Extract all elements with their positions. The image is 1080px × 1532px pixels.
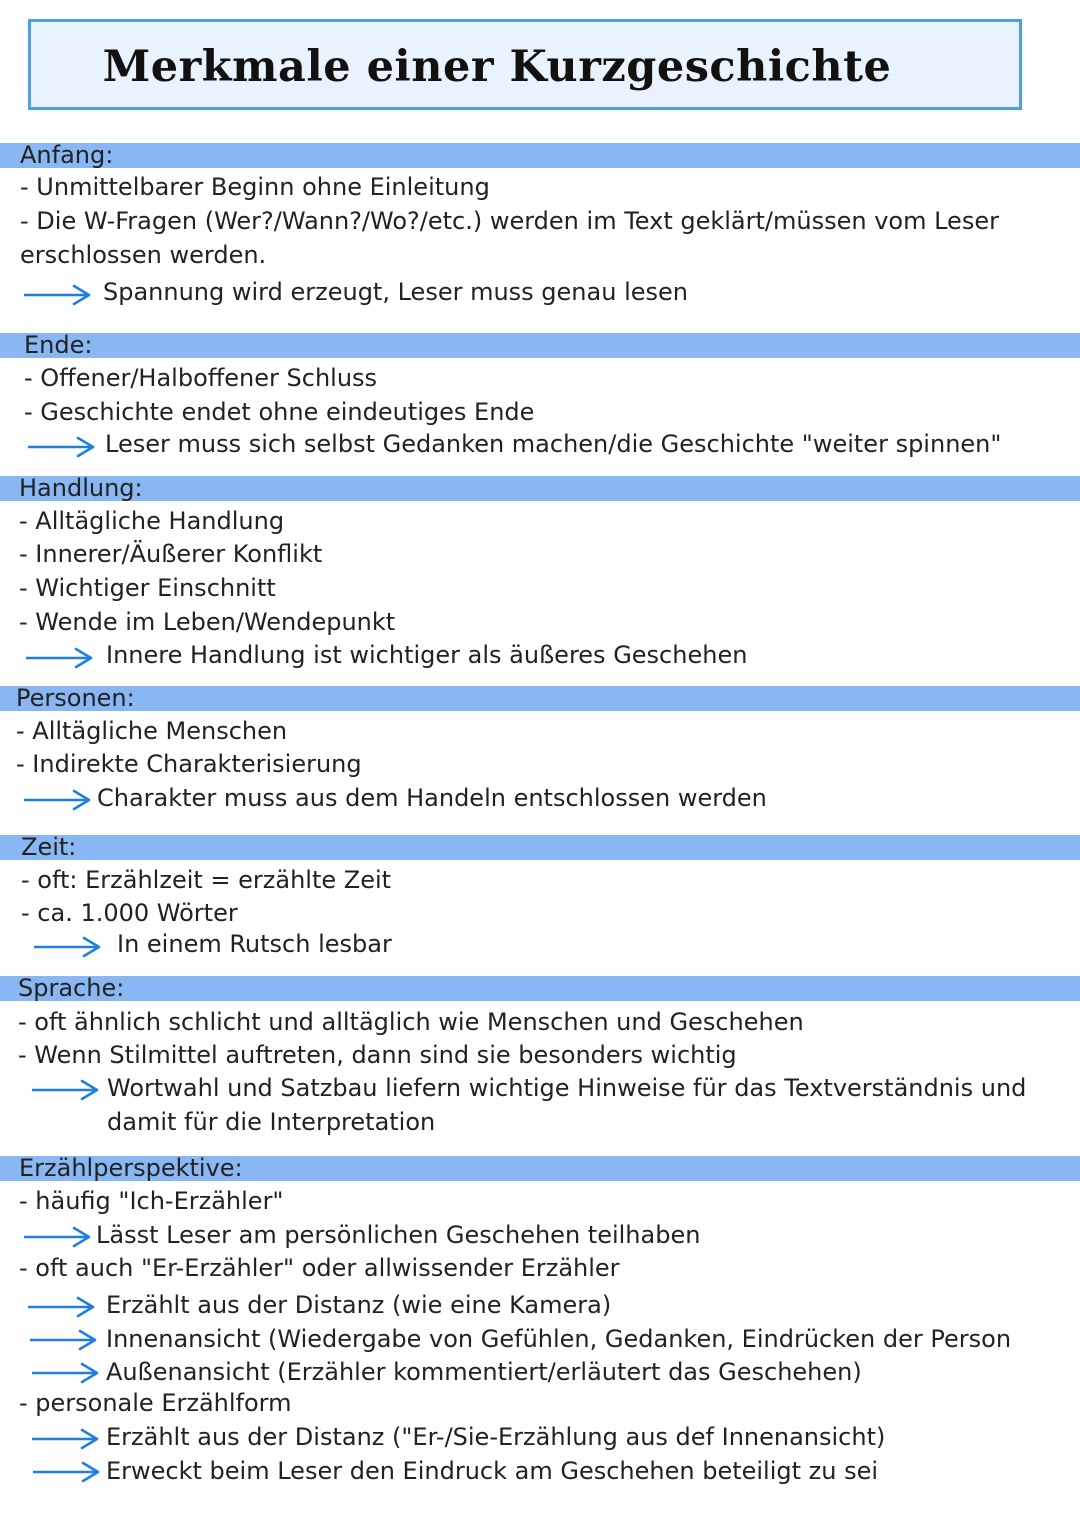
right-arrow-icon (32, 1362, 100, 1384)
section-heading-personen: Personen: (16, 684, 135, 712)
arrow-text: Lässt Leser am persönlichen Geschehen teilhaben (96, 1221, 701, 1249)
list-item: - personale Erzählform (19, 1389, 292, 1417)
right-arrow-icon (32, 1428, 100, 1450)
title-box (28, 19, 1022, 110)
list-item: - Alltägliche Menschen (16, 717, 288, 745)
list-item: - oft: Erzählzeit = erzählte Zeit (21, 866, 392, 894)
right-arrow-icon (30, 1329, 98, 1351)
right-arrow-icon (26, 647, 94, 669)
right-arrow-icon (28, 1296, 96, 1318)
list-item: - oft auch "Er-Erzähler" oder allwissender Erzähler (19, 1254, 620, 1282)
list-item: - häufig "Ich-Erzähler" (19, 1187, 284, 1215)
right-arrow-icon (32, 1079, 100, 1101)
section-band-zeit (0, 835, 1080, 860)
section-band-sprache (0, 976, 1080, 1001)
section-heading-ende: Ende: (24, 331, 93, 359)
list-item: - Offener/Halboffener Schluss (24, 364, 378, 392)
section-band-personen (0, 686, 1080, 711)
section-heading-zeit: Zeit: (21, 833, 77, 861)
list-item: - Wichtiger Einschnitt (19, 574, 276, 602)
right-arrow-icon (24, 1226, 92, 1248)
section-heading-sprache: Sprache: (18, 974, 125, 1002)
arrow-text: Wortwahl und Satzbau liefern wichtige Hinweise für das Textverständnis und (107, 1074, 1027, 1102)
arrow-text: Leser muss sich selbst Gedanken machen/die Geschichte "weiter spinnen" (105, 430, 1002, 458)
list-item: erschlossen werden. (20, 241, 267, 269)
list-item: - Indirekte Charakterisierung (16, 750, 362, 778)
section-band-anfang (0, 143, 1080, 168)
arrow-text: Erweckt beim Leser den Eindruck am Geschehen beteiligt zu sei (106, 1457, 879, 1485)
arrow-text: Außenansicht (Erzähler kommentiert/erläutert das Geschehen) (106, 1358, 862, 1386)
section-heading-handlung: Handlung: (19, 474, 143, 502)
section-band-ende (0, 333, 1080, 358)
list-item: - Wende im Leben/Wendepunkt (19, 608, 396, 636)
list-item: - Alltägliche Handlung (19, 507, 285, 535)
right-arrow-icon (28, 436, 96, 458)
list-item: - Unmittelbarer Beginn ohne Einleitung (20, 173, 490, 201)
list-item: - oft ähnlich schlicht und alltäglich wie Menschen und Geschehen (18, 1008, 804, 1036)
arrow-text: Spannung wird erzeugt, Leser muss genau lesen (103, 278, 688, 306)
arrow-text: In einem Rutsch lesbar (117, 930, 392, 958)
list-item: - Wenn Stilmittel auftreten, dann sind sie besonders wichtig (18, 1041, 737, 1069)
list-item: - ca. 1.000 Wörter (21, 899, 238, 927)
arrow-text-continued: damit für die Interpretation (107, 1108, 436, 1136)
right-arrow-icon (24, 789, 92, 811)
arrow-text: Charakter muss aus dem Handeln entschlossen werden (97, 784, 767, 812)
section-band-handlung (0, 476, 1080, 501)
arrow-text: Innenansicht (Wiedergabe von Gefühlen, Gedanken, Eindrücken der Person (106, 1325, 1012, 1353)
arrow-text: Erzählt aus der Distanz (wie eine Kamera) (106, 1291, 612, 1319)
list-item: - Geschichte endet ohne eindeutiges Ende (24, 398, 535, 426)
right-arrow-icon (24, 284, 92, 306)
section-heading-anfang: Anfang: (20, 141, 114, 169)
section-heading-erzaehlperspektive: Erzählperspektive: (19, 1154, 243, 1182)
list-item: - Die W-Fragen (Wer?/Wann?/Wo?/etc.) werden im Text geklärt/müssen vom Leser (20, 207, 999, 235)
right-arrow-icon (33, 1461, 101, 1483)
arrow-text: Erzählt aus der Distanz ("Er-/Sie-Erzählung aus def Innenansicht) (106, 1423, 886, 1451)
list-item: - Innerer/Äußerer Konflikt (19, 540, 323, 568)
right-arrow-icon (34, 936, 102, 958)
page-title: Merkmale einer Kurzgeschichte (102, 42, 892, 92)
arrow-text: Innere Handlung ist wichtiger als äußeres Geschehen (106, 641, 748, 669)
